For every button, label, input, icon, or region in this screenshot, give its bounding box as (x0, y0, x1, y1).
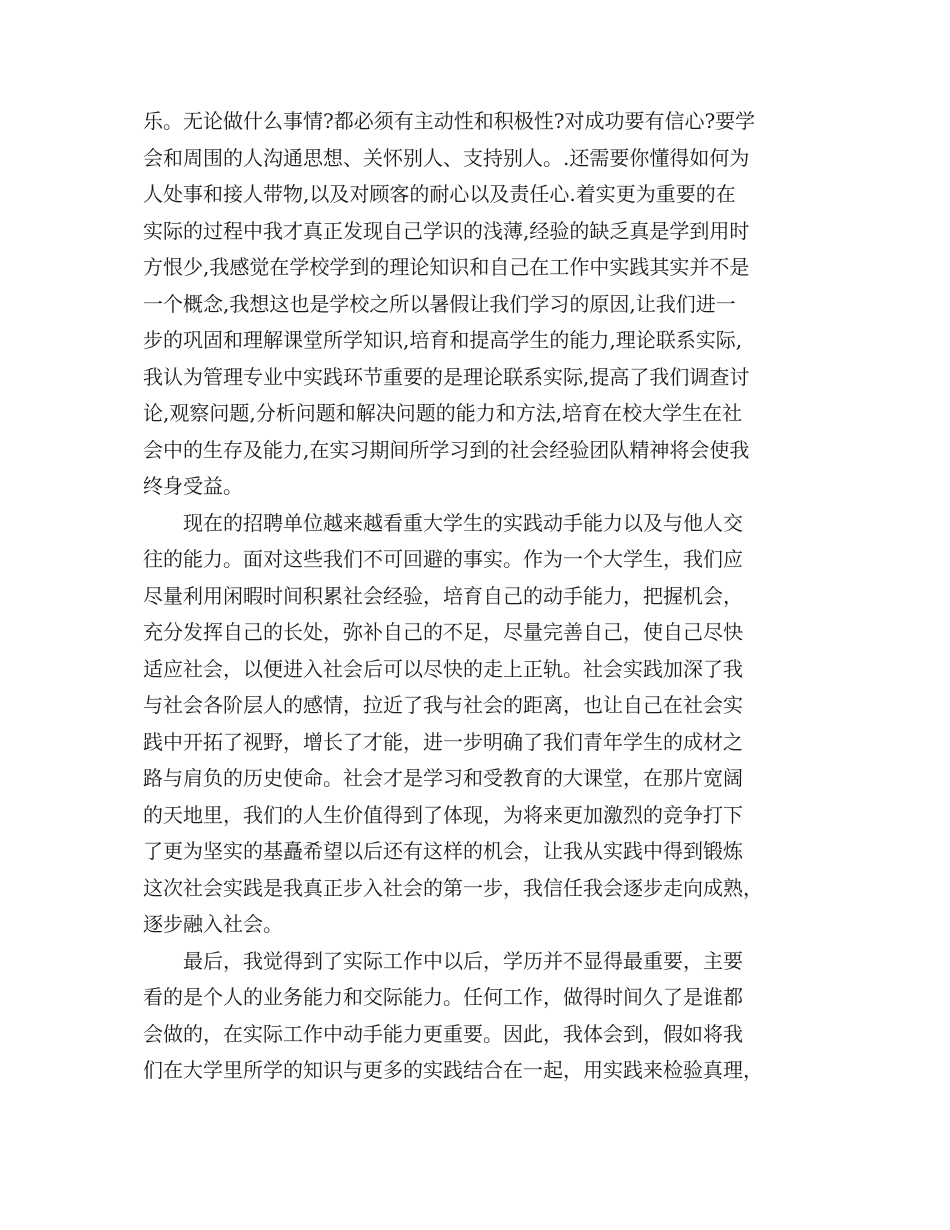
text-line: 的天地里，我们的人生价值得到了体现，为将来更加激烈的竞争打下 (143, 802, 743, 827)
text-line: 了更为坚实的基矗希望以后还有这样的机会，让我从实践中得到锻炼 (143, 839, 743, 863)
text-line: 尽量利用闲暇时间积累社会经验，培育自己的动手能力，把握机会， (143, 583, 743, 608)
text-line: 我认为管理专业中实践环节重要的是理论联系实际,提高了我们调查讨 (143, 364, 750, 389)
text-line: 会中的生存及能力,在实习期间所学习到的社会经验团队精神将会使我 (143, 437, 750, 462)
text-line: 最后，我觉得到了实际工作中以后，学历并不显得最重要，主要 (143, 948, 743, 973)
text-line: 终身受益。 (143, 474, 243, 498)
text-line: 现在的招聘单位越来越看重大学生的实践动手能力以及与他人交 (143, 510, 743, 535)
text-line: 实际的过程中我才真正发现自己学识的浅薄,经验的缺乏真是学到用时 (143, 218, 750, 243)
text-line: 路与肩负的历史使命。社会才是学习和受教育的大课堂，在那片宽阔 (143, 766, 743, 790)
text-line: 乐。无论做什么事情?都必须有主动性和积极性?对成功要有信心?要学 (143, 109, 756, 133)
text-line: 会和周围的人沟通思想、关怀别人、支持别人。.还需要你懂得如何为 (143, 145, 750, 170)
text-line: 们在大学里所学的知识与更多的实践结合在一起，用实践来检验真理， (143, 1058, 763, 1082)
text-line: 人处事和接人带物,以及对顾客的耐心以及责任心.着实更为重要的在 (143, 182, 736, 206)
text-line: 看的是个人的业务能力和交际能力。任何工作，做得时间久了是谁都 (143, 985, 743, 1009)
text-line: 方恨少,我感觉在学校学到的理论知识和自己在工作中实践其实并不是 (143, 255, 750, 279)
paragraph-2 (143, 505, 807, 943)
text-line: 践中开拓了视野，增长了才能，进一步明确了我们青年学生的成材之 (143, 729, 743, 754)
text-line: 会做的，在实际工作中动手能力更重要。因此，我体会到，假如将我 (143, 1021, 743, 1046)
text-line: 往的能力。面对这些我们不可回避的事实。作为一个大学生，我们应 (143, 547, 743, 571)
text-line: 这次社会实践是我真正步入社会的第一步，我信任我会逐步走向成熟， (143, 875, 763, 900)
text-line: 与社会各阶层人的感情，拉近了我与社会的距离，也让自己在社会实 (143, 693, 743, 717)
text-line: 论,观察问题,分析问题和解决问题的能力和方法,培育在校大学生在社 (143, 401, 743, 425)
document-body (143, 103, 807, 1089)
text-line: 一个概念,我想这也是学校之所以暑假让我们学习的原因,让我们进一 (143, 291, 736, 316)
text-line: 充分发挥自己的长处，弥补自己的不足，尽量完善自己，使自己尽快 (143, 620, 743, 644)
text-line: 步的巩固和理解课堂所学知识,培育和提高学生的能力,理论联系实际, (143, 328, 743, 352)
paragraph-1 (143, 103, 807, 505)
text-line: 逐步融入社会。 (143, 912, 283, 936)
text-line: 适应社会，以便进入社会后可以尽快的走上正轨。社会实践加深了我 (143, 656, 743, 681)
paragraph-3 (143, 943, 807, 1089)
